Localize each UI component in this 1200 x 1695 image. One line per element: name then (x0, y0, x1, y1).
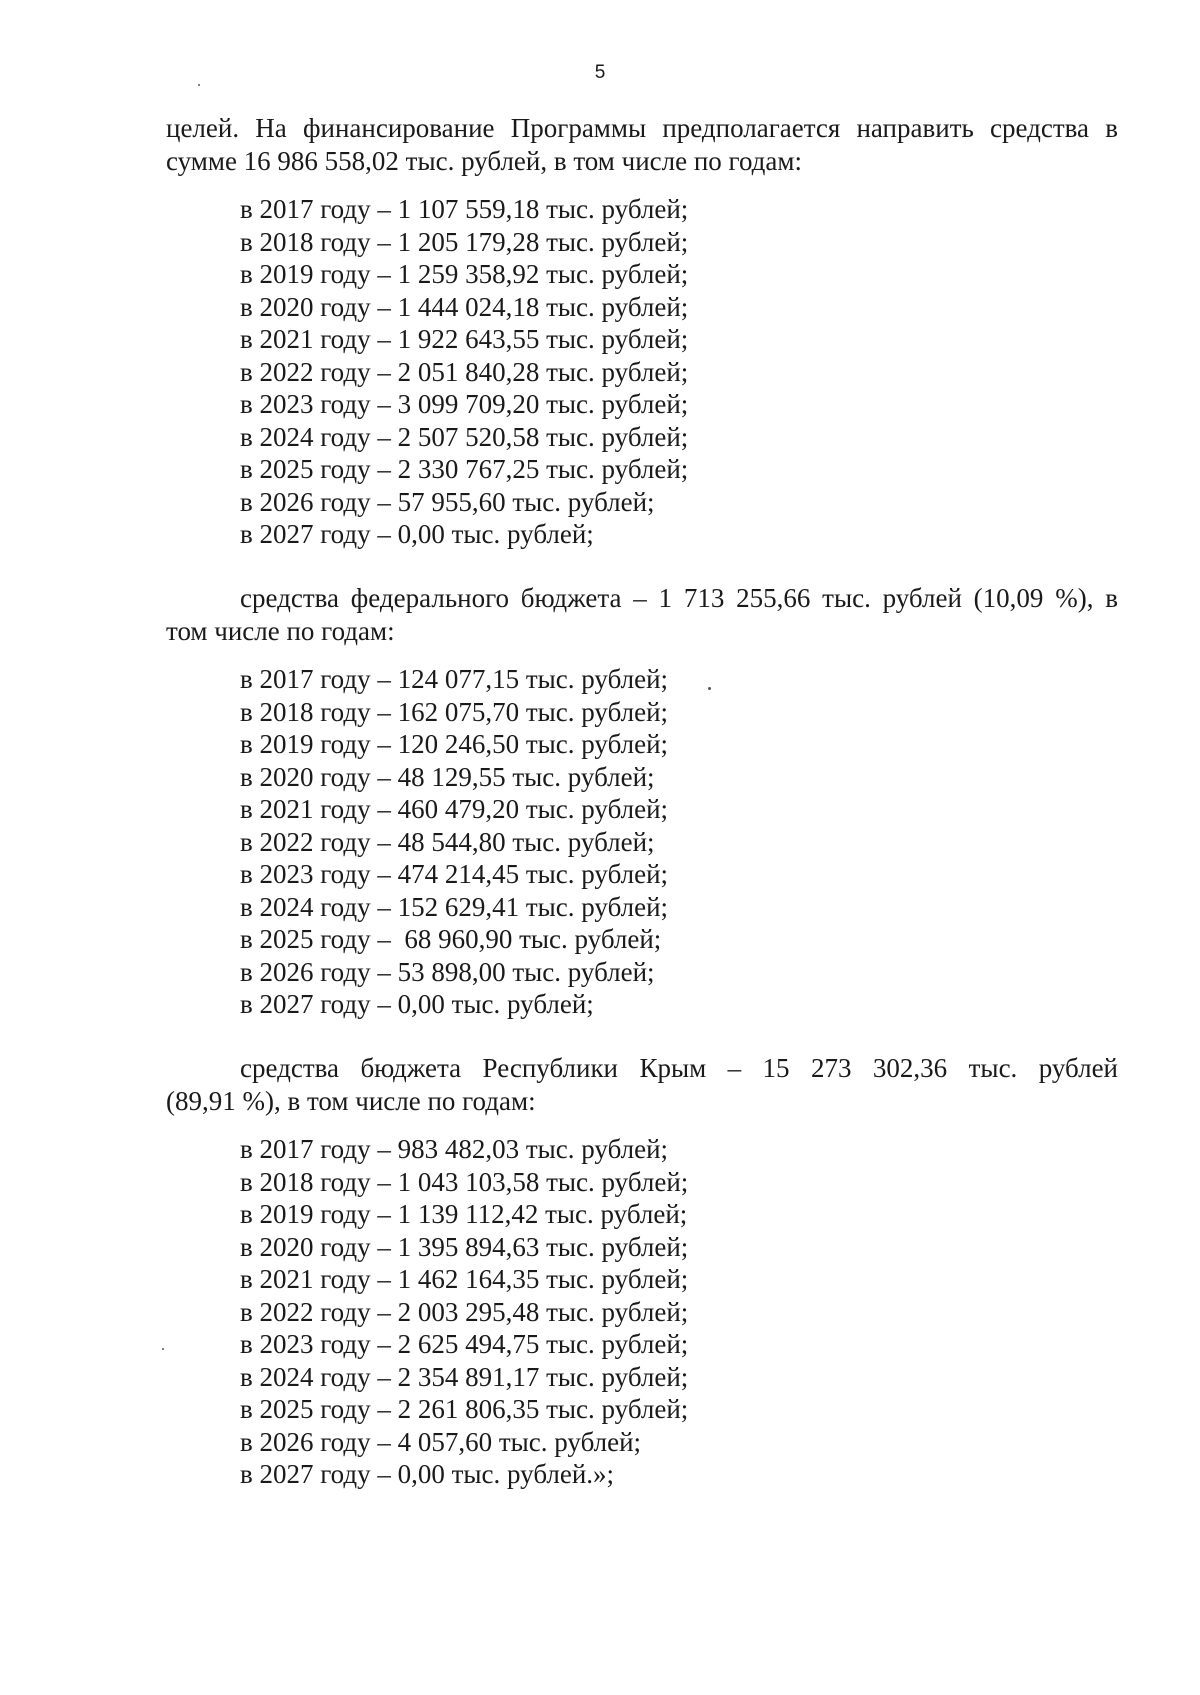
scan-speck (162, 1348, 164, 1350)
list-item: в 2022 году – 2 003 295,48 тыс. рублей; (240, 1296, 689, 1327)
list-item: в 2018 году – 1 205 179,28 тыс. рублей; (240, 226, 689, 257)
list-item: в 2024 году – 2 354 891,17 тыс. рублей; (240, 1361, 689, 1392)
crimea-line-1: средства бюджета Республики Крым – 15 273 302,36 тыс. рублей (240, 1053, 1118, 1083)
list-item: в 2020 году – 48 129,55 тыс. рублей; (240, 761, 655, 792)
federal-by-year-list (240, 663, 668, 1021)
intro-line-2: сумме 16 986 558,02 тыс. рублей, в том числе по годам: (166, 146, 802, 176)
list-item: в 2027 году – 0,00 тыс. рублей; (240, 989, 594, 1019)
list-item: в 2027 году – 0,00 тыс. рублей.»; (240, 1459, 615, 1489)
list-item: в 2019 году – 1 259 358,92 тыс. рублей; (240, 259, 689, 289)
federal-paragraph (166, 582, 1118, 648)
crimea-paragraph (166, 1052, 1118, 1118)
list-item: в 2019 году – 120 246,50 тыс. рублей; (240, 729, 669, 759)
list-item: в 2017 году – 1 107 559,18 тыс. рублей; (240, 194, 689, 224)
list-item: в 2023 году – 2 625 494,75 тыс. рублей; (240, 1329, 689, 1359)
list-item: в 2026 году – 4 057,60 тыс. рублей; (240, 1426, 642, 1457)
crimea-by-year-list (240, 1133, 688, 1491)
list-item: в 2021 году – 1 922 643,55 тыс. рублей; (240, 324, 689, 354)
list-item: в 2022 году – 48 544,80 тыс. рублей; (240, 826, 655, 857)
list-item: в 2018 году – 1 043 103,58 тыс. рублей; (240, 1166, 689, 1197)
list-item: в 2020 году – 1 444 024,18 тыс. рублей; (240, 291, 689, 322)
total-by-year-list (240, 193, 688, 551)
list-item: в 2021 году – 460 479,20 тыс. рублей; (240, 794, 669, 824)
scan-speck (198, 84, 200, 86)
intro-line-1: целей. На финансирование Программы предполагается направить средства в (166, 113, 1118, 143)
list-item: в 2020 году – 1 395 894,63 тыс. рублей; (240, 1231, 689, 1262)
list-item: в 2024 году – 2 507 520,58 тыс. рублей; (240, 421, 689, 452)
list-item: в 2026 году – 57 955,60 тыс. рублей; (240, 486, 655, 517)
scan-speck (708, 687, 711, 690)
list-item: в 2025 году – 2 261 806,35 тыс. рублей; (240, 1394, 689, 1424)
crimea-line-2: (89,91 %), в том числе по годам: (166, 1086, 536, 1116)
list-item: в 2021 году – 1 462 164,35 тыс. рублей; (240, 1264, 689, 1294)
list-item: в 2017 году – 124 077,15 тыс. рублей; (240, 664, 669, 694)
list-item: в 2023 году – 474 214,45 тыс. рублей; (240, 859, 669, 889)
list-item: в 2017 году – 983 482,03 тыс. рублей; (240, 1134, 669, 1164)
intro-paragraph (166, 112, 1118, 178)
list-item: в 2025 году – 68 960,90 тыс. рублей; (240, 924, 662, 954)
federal-line-2: том числе по годам: (166, 616, 395, 646)
list-item: в 2024 году – 152 629,41 тыс. рублей; (240, 891, 669, 922)
list-item: в 2026 году – 53 898,00 тыс. рублей; (240, 956, 655, 987)
list-item: в 2025 году – 2 330 767,25 тыс. рублей; (240, 454, 689, 484)
list-item: в 2027 году – 0,00 тыс. рублей; (240, 519, 594, 549)
list-item: в 2023 году – 3 099 709,20 тыс. рублей; (240, 389, 689, 419)
federal-line-1: средства федерального бюджета – 1 713 255,66 тыс. рублей (10,09 %), в (240, 583, 1118, 613)
list-item: в 2018 году – 162 075,70 тыс. рублей; (240, 696, 669, 727)
list-item: в 2019 году – 1 139 112,42 тыс. рублей; (240, 1199, 688, 1229)
page-number: 5 (594, 62, 606, 83)
list-item: в 2022 году – 2 051 840,28 тыс. рублей; (240, 356, 689, 387)
